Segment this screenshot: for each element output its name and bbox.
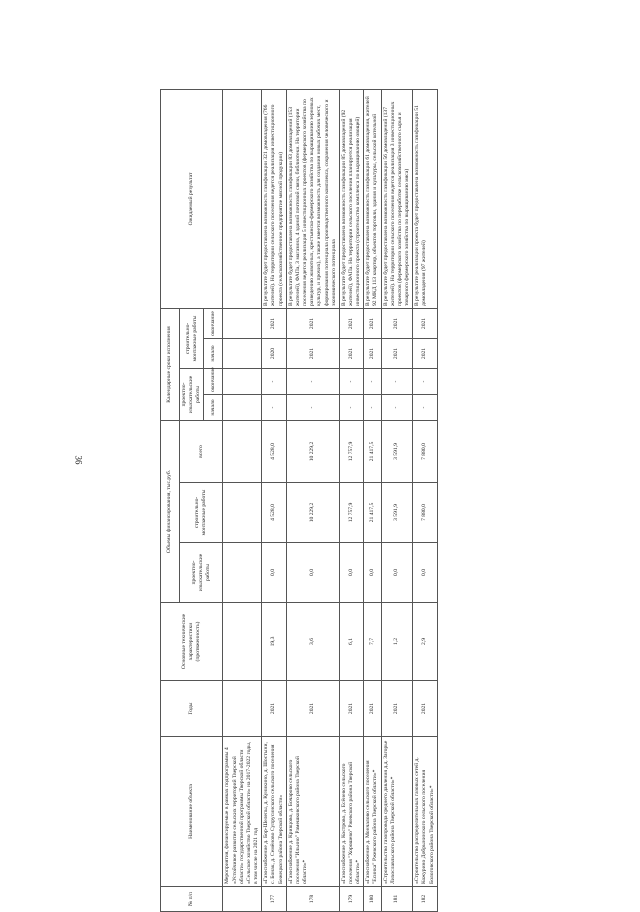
row-construction-start: 2021 (286, 339, 339, 369)
row-name: «Газоснабжение д. Мончалово сельского поселения "Есинка" Ржевского района Тверской области»* (364, 737, 381, 887)
row-total: 10 229,2 (286, 421, 339, 483)
row-total: 4 528,0 (262, 421, 286, 483)
row-construction-cost: 21 417,5 (364, 483, 381, 543)
row-year: 2021 (364, 681, 381, 737)
row-design-end: - (262, 369, 286, 395)
row-total: 12 757,9 (339, 421, 363, 483)
row-year: 2021 (262, 681, 286, 737)
row-design-cost: 0,0 (286, 543, 339, 603)
row-design-end: - (339, 369, 363, 395)
row-result: В результате реализации проекта будет предоставлена возможность газификации 51 домовладения (97 жителей) (413, 90, 437, 309)
row-design-end: - (381, 369, 413, 395)
table-row (381, 90, 413, 912)
row-design-end: - (413, 369, 437, 395)
objects-table (160, 89, 438, 912)
row-total: 21 417,5 (364, 421, 381, 483)
row-construction-cost: 4 528,0 (262, 483, 286, 543)
row-result: В результате будет предоставлена возможность газификации 56 домовладений (137 жителей). На территории сельского поселения ведется реализация 3 инвестиционных проектов (фермерского хозяйства по переработке сельскохозяйственного сырья и товарного фермерского хозяйства по выращиванию мяса) (381, 90, 413, 309)
row-design-start: - (381, 395, 413, 421)
table-row (339, 90, 363, 912)
row-construction-start: 2021 (413, 339, 437, 369)
header-design-start: начало (204, 395, 223, 421)
header-construction-end: окончание (204, 309, 223, 339)
row-name: «Газоснабжение д. Бор-Шелепы, д. Куникино, д. Шостыни, с. Бонак, д. Семёново Супрусинского сельского поселения Бежецкого района Тверской области» (262, 737, 286, 887)
row-result: В результате будет предоставлена возможность газификации 83 домовладений (153 жителей), ФАПа, 3 магазина, 4 зданий почтовой связи, библиотеки. На территории поселения ведется реализация 5 инвестиционных проектов (фермерского хозяйства по разведению животных, крестьянско-фермерского хозяйства по выращиванию зерновых культур, и прочих), а также имеется возможность для создания новых рабочих мест, формирования потенциала производственного комплекса, сохранения человеческого и экономического потенциала (286, 90, 339, 309)
row-year: 2021 (413, 681, 437, 737)
row-name: «Газоснабжение д. Кострово, д. Есёнево сельского поселения "Хорошево" Ржевского района Тверской области»* (339, 737, 363, 887)
rotated-table-container (160, 90, 588, 912)
header-design-works: проектно-изыскательские работы (180, 369, 204, 421)
row-construction-start: 2020 (262, 339, 286, 369)
row-total: 7 880,0 (413, 421, 437, 483)
row-construction-start: 2021 (364, 339, 381, 369)
row-length: 3,6 (286, 603, 339, 681)
row-length: 7,7 (364, 603, 381, 681)
row-name: «Газоснабжение д. Кривцово, д. Бочарово сельского поселения "Ильино" Рамешковского района Тверской области»* (286, 737, 339, 887)
row-result: В результате будет предоставлена возможность газификации 61 домовладения, жителей 92 МКД 113 квартир, объектов торговли, здания и культуры, сельской котельной (364, 90, 381, 309)
row-design-start: - (339, 395, 363, 421)
row-construction-end: 2021 (364, 309, 381, 339)
header-financing: Объемы финансирования, тыс.руб. (161, 421, 180, 603)
row-construction-end: 2021 (286, 309, 339, 339)
row-num: 179 (339, 887, 363, 912)
row-num: 180 (364, 887, 381, 912)
header-total: всего (180, 421, 223, 483)
row-design-start: - (262, 395, 286, 421)
row-num: 182 (413, 887, 437, 912)
table-row (364, 90, 381, 912)
row-design-cost: 0,0 (339, 543, 363, 603)
row-design-cost: 0,0 (364, 543, 381, 603)
header-name: Наименование объекта (161, 737, 223, 887)
row-design-end: - (364, 369, 381, 395)
section-title: Мероприятия, финансируемые в рамках подпрограммы 4 «Устойчивое развитие сельских территорий Тверской области» государственной программы Тверской области «Сельское хозяйство Тверской области» на 2017-2022 годы, в том числе на 2021 год (223, 737, 262, 887)
table-row (413, 90, 437, 912)
row-result: В результате будет предоставлена возможность газификации 321 домовладения (766 жителей). На территории сельского поселения ведется реализация инвестиционного проекта (сельскохозяйственное предприятие мясной продукции) (262, 90, 286, 309)
header-deadlines: Календарные сроки исполнения (161, 309, 180, 421)
row-design-start: - (286, 395, 339, 421)
row-year: 2021 (339, 681, 363, 737)
row-design-start: - (413, 395, 437, 421)
row-name: «Строительство газопровода среднего давления д.д. Загорье Лихославльского района Тверской области»* (381, 737, 413, 887)
row-construction-end: 2021 (381, 309, 413, 339)
table-row (286, 90, 339, 912)
row-design-cost: 0,0 (381, 543, 413, 603)
header-design-cost: проектно-изыскательские работы (180, 543, 223, 603)
row-design-cost: 0,0 (413, 543, 437, 603)
row-design-cost: 0,0 (262, 543, 286, 603)
row-year: 2021 (381, 681, 413, 737)
row-length: 1,2 (381, 603, 413, 681)
row-length: 19,3 (262, 603, 286, 681)
row-construction-end: 2021 (262, 309, 286, 339)
row-num: 177 (262, 887, 286, 912)
row-name: «Строительство распределительных газовых сетей д. Кожурино Добрынинского сельского поселения Бологовского района Тверской области»* (413, 737, 437, 887)
row-result: В результате будет предоставлена возможность газификации 85 домовладений (92 жителей), ФАПа. На территории сельского поселения планируется реализация инвестиционного проекта (строительство комплекса по выращиванию овощей) (339, 90, 363, 309)
row-construction-end: 2021 (413, 309, 437, 339)
row-length: 6,1 (339, 603, 363, 681)
header-result: Ожидаемый результат (161, 90, 223, 309)
row-design-start: - (364, 395, 381, 421)
row-construction-end: 2021 (339, 309, 363, 339)
row-construction-cost: 7 880,0 (413, 483, 437, 543)
header-construction-works: строительно-монтажные работы (180, 309, 204, 369)
row-num: 178 (286, 887, 339, 912)
row-construction-cost: 10 229,2 (286, 483, 339, 543)
row-design-end: - (286, 369, 339, 395)
section-row (223, 90, 262, 912)
row-num: 181 (381, 887, 413, 912)
header-num: № п/п (161, 887, 223, 912)
table-row (262, 90, 286, 912)
row-construction-cost: 3 591,9 (381, 483, 413, 543)
row-year: 2021 (286, 681, 339, 737)
header-years: Годы (161, 681, 223, 737)
header-design-end: окончание (204, 369, 223, 395)
header-construction-cost: строительно-монтажные работы (180, 483, 223, 543)
row-construction-cost: 12 757,9 (339, 483, 363, 543)
header-characteristics: Основные технические характеристики (протяженность) (161, 603, 223, 681)
row-construction-start: 2021 (381, 339, 413, 369)
row-total: 3 591,9 (381, 421, 413, 483)
page-number: 36 (73, 455, 84, 465)
row-construction-start: 2021 (339, 339, 363, 369)
header-construction-start: начало (204, 339, 223, 369)
row-length: 2,9 (413, 603, 437, 681)
